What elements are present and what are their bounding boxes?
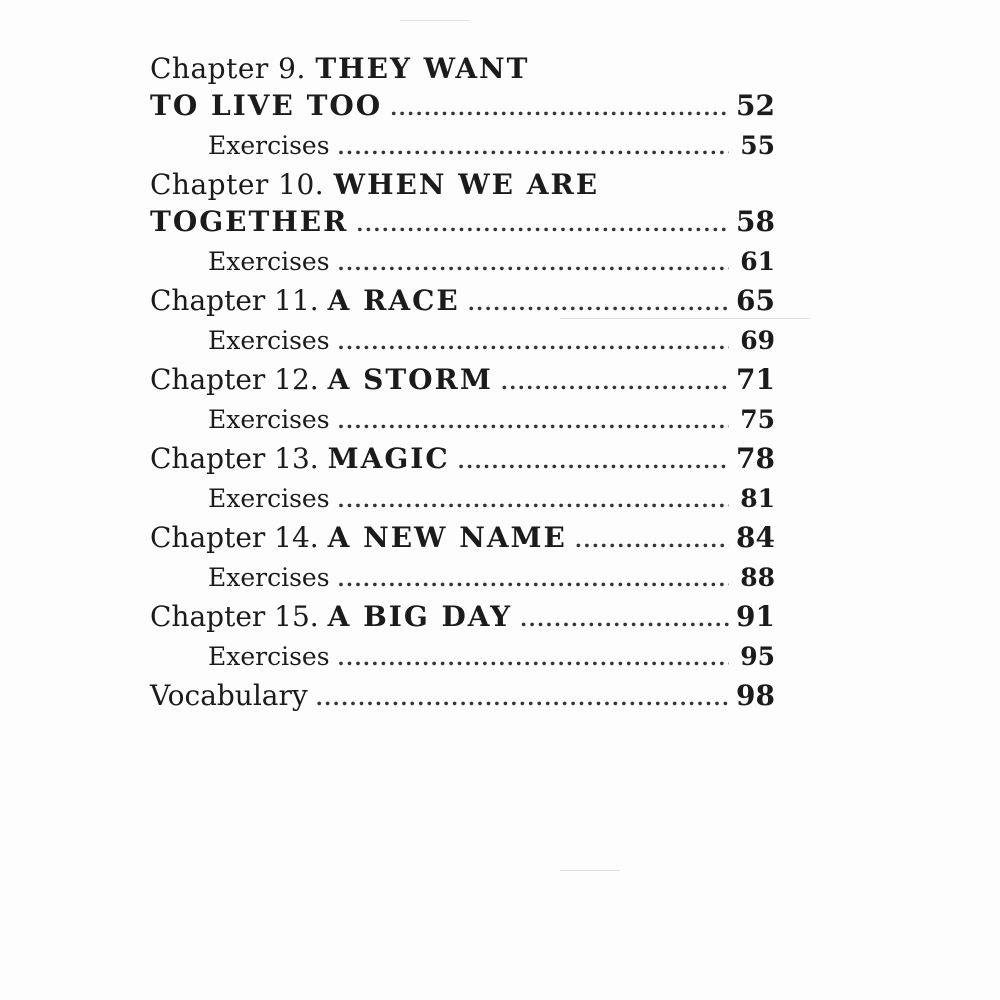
- page-number: 78: [736, 442, 775, 475]
- exercises-label: Exercises: [208, 563, 330, 592]
- table-of-contents: [150, 50, 775, 717]
- page-number: 95: [740, 642, 775, 671]
- exercises-label: Exercises: [208, 642, 330, 671]
- toc-entry-exercises-11[interactable]: [150, 322, 775, 361]
- page-number: 58: [736, 205, 775, 238]
- chapter-title: MAGIC: [327, 442, 450, 475]
- bleed-through-rule: [560, 870, 620, 871]
- chapter-title: WHEN WE ARE: [333, 168, 600, 201]
- toc-entry-exercises-10[interactable]: [150, 243, 775, 282]
- toc-entry-exercises-12[interactable]: [150, 401, 775, 440]
- page-number: 61: [740, 247, 775, 276]
- exercises-label: Exercises: [208, 405, 330, 434]
- exercises-label: Exercises: [208, 247, 330, 276]
- toc-entry-chapter-11[interactable]: [150, 282, 775, 322]
- toc-entry-exercises-9[interactable]: [150, 127, 775, 166]
- chapter-title-continued: TOGETHER: [150, 205, 349, 238]
- chapter-title-continued: TO LIVE TOO: [150, 89, 383, 122]
- chapter-number: Chapter 14.: [150, 521, 319, 554]
- page-number: 52: [736, 89, 775, 122]
- page-number: 55: [740, 131, 775, 160]
- toc-entry-chapter-9-cont[interactable]: [150, 87, 775, 127]
- page-number: 81: [740, 484, 775, 513]
- dot-leader: [390, 90, 729, 127]
- chapter-title: THEY WANT: [315, 52, 530, 85]
- chapter-number: Chapter 13.: [150, 442, 319, 475]
- page-number: 71: [736, 363, 775, 396]
- toc-entry-chapter-10[interactable]: [150, 166, 775, 203]
- page-number: 88: [740, 563, 775, 592]
- exercises-label: Exercises: [208, 131, 330, 160]
- dot-leader: [356, 206, 729, 243]
- toc-entry-exercises-15[interactable]: [150, 638, 775, 677]
- dot-leader: [468, 285, 729, 322]
- dot-leader: [458, 443, 729, 480]
- dot-leader: [520, 601, 729, 638]
- page-number: 84: [736, 521, 775, 554]
- chapter-title: A BIG DAY: [327, 600, 513, 633]
- dot-leader: [338, 245, 729, 282]
- page-number: 65: [736, 284, 775, 317]
- chapter-title: A STORM: [327, 363, 493, 396]
- page-number: 75: [740, 405, 775, 434]
- dot-leader: [338, 324, 729, 361]
- toc-entry-chapter-9[interactable]: [150, 50, 775, 87]
- toc-entry-chapter-14[interactable]: [150, 519, 775, 559]
- dot-leader: [338, 403, 729, 440]
- toc-entry-chapter-10-cont[interactable]: [150, 203, 775, 243]
- dot-leader: [338, 561, 729, 598]
- chapter-number: Chapter 12.: [150, 363, 319, 396]
- chapter-title: A NEW NAME: [327, 521, 567, 554]
- toc-entry-chapter-15[interactable]: [150, 598, 775, 638]
- toc-entry-exercises-13[interactable]: [150, 480, 775, 519]
- dot-leader: [338, 640, 729, 677]
- toc-entry-exercises-14[interactable]: [150, 559, 775, 598]
- dot-leader: [338, 129, 729, 166]
- exercises-label: Exercises: [208, 326, 330, 355]
- page-number: 98: [736, 679, 775, 712]
- chapter-title: A RACE: [327, 284, 460, 317]
- dot-leader: [316, 680, 729, 717]
- vocabulary-label: Vocabulary: [150, 679, 308, 712]
- dot-leader: [338, 482, 729, 519]
- chapter-number: Chapter 10.: [150, 168, 325, 201]
- bleed-through-rule: [400, 20, 470, 21]
- toc-entry-chapter-13[interactable]: [150, 440, 775, 480]
- chapter-number: Chapter 11.: [150, 284, 319, 317]
- page-number: 69: [740, 326, 775, 355]
- toc-entry-vocabulary[interactable]: [150, 677, 775, 717]
- dot-leader: [575, 522, 729, 559]
- dot-leader: [501, 364, 729, 401]
- page-number: 91: [736, 600, 775, 633]
- toc-entry-chapter-12[interactable]: [150, 361, 775, 401]
- chapter-number: Chapter 9.: [150, 52, 306, 85]
- chapter-number: Chapter 15.: [150, 600, 319, 633]
- exercises-label: Exercises: [208, 484, 330, 513]
